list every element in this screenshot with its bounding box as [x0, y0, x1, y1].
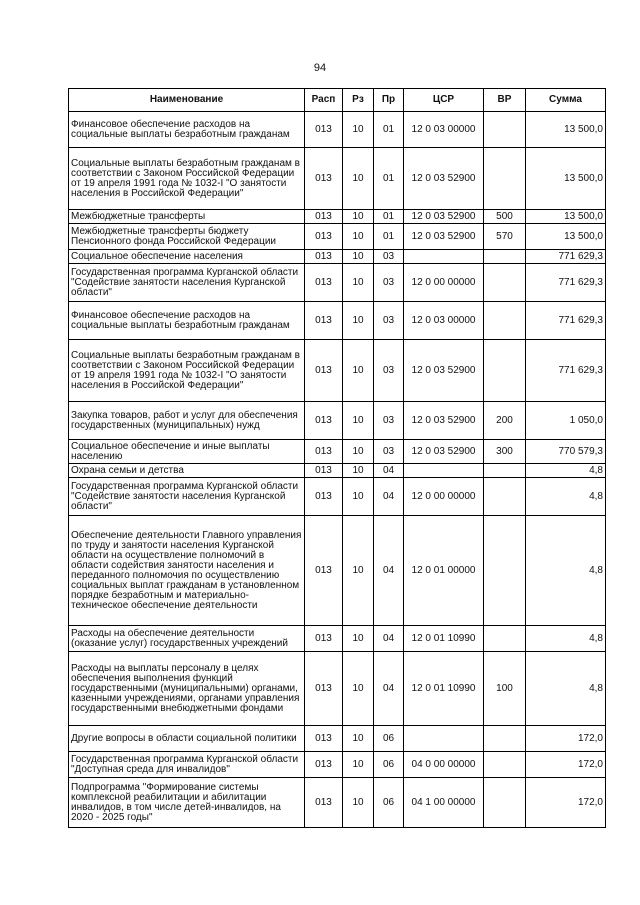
page-number: 94 — [313, 62, 327, 74]
row-csr: 12 0 03 52900 — [404, 340, 484, 402]
row-vr — [484, 148, 526, 210]
row-rz: 10 — [343, 340, 374, 402]
row-rasp: 013 — [305, 148, 343, 210]
row-csr: 12 0 03 00000 — [404, 302, 484, 340]
row-vr — [484, 112, 526, 148]
row-rz: 10 — [343, 148, 374, 210]
table-row — [69, 264, 606, 302]
row-rasp: 013 — [305, 402, 343, 440]
row-vr — [484, 778, 526, 828]
row-sum: 4,8 — [526, 626, 606, 652]
row-rz: 10 — [343, 726, 374, 752]
table-row — [69, 402, 606, 440]
row-vr — [484, 726, 526, 752]
row-pr: 01 — [374, 148, 404, 210]
budget-table — [68, 88, 606, 828]
row-rasp: 013 — [305, 464, 343, 478]
table-row — [69, 210, 606, 224]
row-csr: 12 0 01 10990 — [404, 626, 484, 652]
row-vr — [484, 478, 526, 516]
row-name: Государственная программа Курганской области "Содействие занятости населения Курганской области" — [69, 264, 305, 302]
table-row — [69, 340, 606, 402]
row-name: Межбюджетные трансферты бюджету Пенсионного фонда Российской Федерации — [69, 224, 305, 250]
row-sum: 172,0 — [526, 726, 606, 752]
row-rz: 10 — [343, 478, 374, 516]
row-name: Социальное обеспечение и иные выплаты населению — [69, 440, 305, 464]
row-csr: 12 0 03 00000 — [404, 112, 484, 148]
row-name: Охрана семьи и детства — [69, 464, 305, 478]
row-rz: 10 — [343, 250, 374, 264]
row-sum: 13 500,0 — [526, 224, 606, 250]
row-sum: 1 050,0 — [526, 402, 606, 440]
row-pr: 04 — [374, 652, 404, 726]
row-rz: 10 — [343, 626, 374, 652]
table-row — [69, 478, 606, 516]
row-pr: 06 — [374, 752, 404, 778]
header-pr: Пр — [374, 89, 404, 112]
row-sum: 172,0 — [526, 778, 606, 828]
row-csr — [404, 464, 484, 478]
header-name: Наименование — [69, 89, 305, 112]
row-rasp: 013 — [305, 778, 343, 828]
row-rasp: 013 — [305, 224, 343, 250]
row-csr: 12 0 03 52900 — [404, 440, 484, 464]
row-name: Закупка товаров, работ и услуг для обеспечения государственных (муниципальных) нужд — [69, 402, 305, 440]
row-vr — [484, 340, 526, 402]
row-rz: 10 — [343, 778, 374, 828]
row-vr — [484, 626, 526, 652]
row-pr: 06 — [374, 726, 404, 752]
row-name: Подпрограмма "Формирование системы комплексной реабилитации и абилитации инвалидов, в том числе детей-инвалидов, на 2020 - 2025 годы" — [69, 778, 305, 828]
table-row — [69, 726, 606, 752]
row-rz: 10 — [343, 652, 374, 726]
row-vr: 200 — [484, 402, 526, 440]
table-row — [69, 516, 606, 626]
row-pr: 01 — [374, 210, 404, 224]
row-name: Социальные выплаты безработным гражданам в соответствии с Законом Российской Федерации от 19 апреля 1991 года № 1032-I "О занятости населения в Российской Федерации" — [69, 148, 305, 210]
row-vr — [484, 752, 526, 778]
row-name: Межбюджетные трансферты — [69, 210, 305, 224]
row-csr — [404, 250, 484, 264]
row-rz: 10 — [343, 752, 374, 778]
row-vr — [484, 250, 526, 264]
row-rz: 10 — [343, 464, 374, 478]
header-sum: Сумма — [526, 89, 606, 112]
row-sum: 4,8 — [526, 464, 606, 478]
row-name: Государственная программа Курганской области "Содействие занятости населения Курганской области" — [69, 478, 305, 516]
row-pr: 03 — [374, 440, 404, 464]
row-rasp: 013 — [305, 626, 343, 652]
row-rasp: 013 — [305, 478, 343, 516]
header-csr: ЦСР — [404, 89, 484, 112]
row-name: Расходы на выплаты персоналу в целях обеспечения выполнения функций государственными (муниципальными) органами, казенными учреждениями, органами управления государственными внебюджетными фондами — [69, 652, 305, 726]
row-sum: 771 629,3 — [526, 250, 606, 264]
row-name: Обеспечение деятельности Главного управления по труду и занятости населения Курганской области на осуществление полномочий в области содействия занятости населения и переданного полномочия по осуществлению социальных выплат гражданам в установленном порядке безработным и материально-техническое обеспечение деятельности — [69, 516, 305, 626]
row-rasp: 013 — [305, 726, 343, 752]
row-sum: 4,8 — [526, 516, 606, 626]
table-row — [69, 148, 606, 210]
row-rz: 10 — [343, 516, 374, 626]
table-row — [69, 652, 606, 726]
row-csr: 12 0 03 52900 — [404, 148, 484, 210]
header-rz: Рз — [343, 89, 374, 112]
row-csr — [404, 726, 484, 752]
row-name: Другие вопросы в области социальной политики — [69, 726, 305, 752]
row-name: Финансовое обеспечение расходов на социальные выплаты безработным гражданам — [69, 302, 305, 340]
table-row — [69, 224, 606, 250]
row-rasp: 013 — [305, 752, 343, 778]
row-vr: 500 — [484, 210, 526, 224]
table-header-row — [69, 89, 606, 112]
row-vr: 300 — [484, 440, 526, 464]
table-row — [69, 752, 606, 778]
table-row — [69, 250, 606, 264]
row-rz: 10 — [343, 210, 374, 224]
table-row — [69, 626, 606, 652]
row-vr — [484, 302, 526, 340]
row-csr: 12 0 00 00000 — [404, 478, 484, 516]
row-sum: 13 500,0 — [526, 210, 606, 224]
row-vr — [484, 264, 526, 302]
row-rasp: 013 — [305, 210, 343, 224]
row-rz: 10 — [343, 440, 374, 464]
table-row — [69, 302, 606, 340]
row-vr: 100 — [484, 652, 526, 726]
row-name: Финансовое обеспечение расходов на социальные выплаты безработным гражданам — [69, 112, 305, 148]
row-csr: 12 0 03 52900 — [404, 224, 484, 250]
row-csr: 04 0 00 00000 — [404, 752, 484, 778]
row-rz: 10 — [343, 402, 374, 440]
row-sum: 770 579,3 — [526, 440, 606, 464]
row-rz: 10 — [343, 224, 374, 250]
row-pr: 04 — [374, 478, 404, 516]
row-rasp: 013 — [305, 340, 343, 402]
row-pr: 04 — [374, 464, 404, 478]
row-pr: 03 — [374, 302, 404, 340]
row-pr: 04 — [374, 516, 404, 626]
row-rasp: 013 — [305, 264, 343, 302]
header-vr: ВР — [484, 89, 526, 112]
row-csr: 12 0 01 00000 — [404, 516, 484, 626]
row-name: Государственная программа Курганской области "Доступная среда для инвалидов" — [69, 752, 305, 778]
row-rasp: 013 — [305, 112, 343, 148]
row-rasp: 013 — [305, 302, 343, 340]
table-row — [69, 778, 606, 828]
row-csr: 12 0 03 52900 — [404, 210, 484, 224]
row-pr: 01 — [374, 224, 404, 250]
row-sum: 4,8 — [526, 478, 606, 516]
row-rz: 10 — [343, 302, 374, 340]
row-pr: 01 — [374, 112, 404, 148]
row-sum: 4,8 — [526, 652, 606, 726]
row-sum: 771 629,3 — [526, 302, 606, 340]
row-sum: 771 629,3 — [526, 264, 606, 302]
row-sum: 13 500,0 — [526, 148, 606, 210]
row-name: Социальное обеспечение населения — [69, 250, 305, 264]
row-rasp: 013 — [305, 250, 343, 264]
row-rz: 10 — [343, 264, 374, 302]
row-pr: 06 — [374, 778, 404, 828]
row-csr: 12 0 00 00000 — [404, 264, 484, 302]
row-rz: 10 — [343, 112, 374, 148]
table-row — [69, 112, 606, 148]
row-sum: 172,0 — [526, 752, 606, 778]
row-pr: 03 — [374, 264, 404, 302]
row-vr: 570 — [484, 224, 526, 250]
row-name: Расходы на обеспечение деятельности (оказание услуг) государственных учреждений — [69, 626, 305, 652]
row-rasp: 013 — [305, 652, 343, 726]
row-rasp: 013 — [305, 440, 343, 464]
row-csr: 12 0 03 52900 — [404, 402, 484, 440]
row-vr — [484, 464, 526, 478]
table-row — [69, 464, 606, 478]
row-pr: 03 — [374, 402, 404, 440]
row-pr: 04 — [374, 626, 404, 652]
row-vr — [484, 516, 526, 626]
row-pr: 03 — [374, 250, 404, 264]
table-row — [69, 440, 606, 464]
row-name: Социальные выплаты безработным гражданам в соответствии с Законом Российской Федерации от 19 апреля 1991 года № 1032-I "О занятости населения в Российской Федерации" — [69, 340, 305, 402]
row-sum: 13 500,0 — [526, 112, 606, 148]
row-pr: 03 — [374, 340, 404, 402]
row-csr: 04 1 00 00000 — [404, 778, 484, 828]
row-csr: 12 0 01 10990 — [404, 652, 484, 726]
header-rasp: Расп — [305, 89, 343, 112]
row-rasp: 013 — [305, 516, 343, 626]
row-sum: 771 629,3 — [526, 340, 606, 402]
